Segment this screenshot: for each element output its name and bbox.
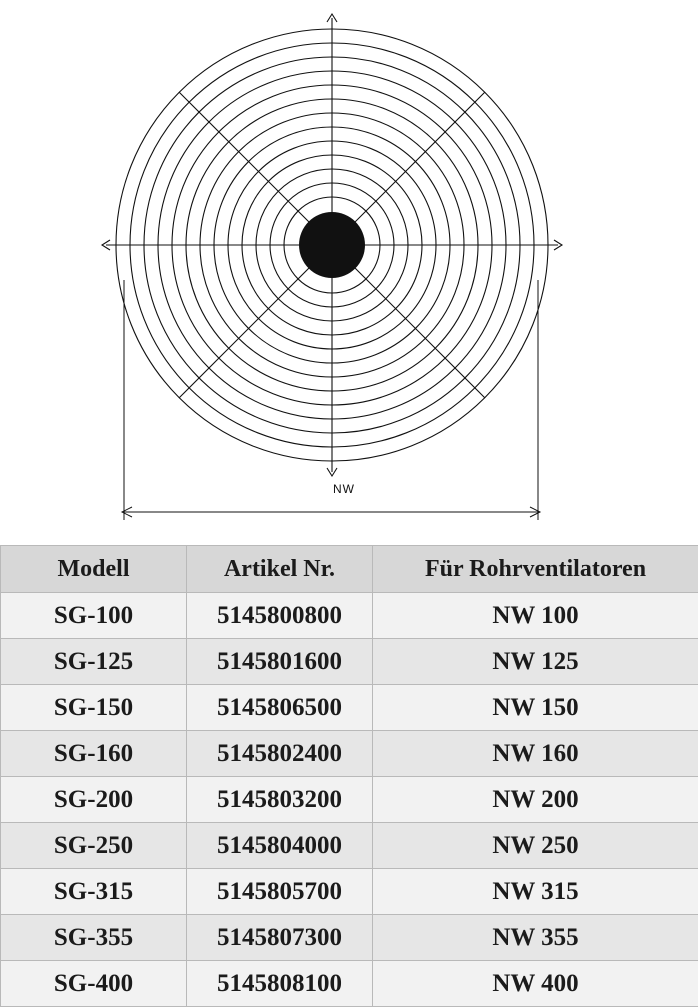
cell-model: SG-160 (1, 731, 187, 777)
table-row (1, 685, 698, 731)
cell-article-number: 5145806500 (187, 685, 373, 731)
cell-nominal-width: NW 100 (373, 593, 698, 639)
table-row (1, 777, 698, 823)
cell-model: SG-100 (1, 593, 187, 639)
cell-article-number: 5145801600 (187, 639, 373, 685)
cell-article-number: 5145802400 (187, 731, 373, 777)
table-row (1, 915, 698, 961)
cell-nominal-width: NW 160 (373, 731, 698, 777)
cell-nominal-width: NW 200 (373, 777, 698, 823)
cell-model: SG-400 (1, 961, 187, 1007)
cell-model: SG-150 (1, 685, 187, 731)
cell-nominal-width: NW 250 (373, 823, 698, 869)
cell-nominal-width: NW 150 (373, 685, 698, 731)
cell-nominal-width: NW 125 (373, 639, 698, 685)
table-row (1, 869, 698, 915)
dimension-label-text: NW (333, 482, 355, 496)
table-row (1, 639, 698, 685)
cell-model: SG-355 (1, 915, 187, 961)
cell-article-number: 5145805700 (187, 869, 373, 915)
cell-nominal-width: NW 400 (373, 961, 698, 1007)
table-row (1, 823, 698, 869)
cell-nominal-width: NW 355 (373, 915, 698, 961)
cell-article-number: 5145800800 (187, 593, 373, 639)
specification-table-wrap (0, 545, 698, 1007)
cell-article-number: 5145808100 (187, 961, 373, 1007)
column-header-artikelnr: Artikel Nr. (187, 546, 373, 593)
cell-article-number: 5145803200 (187, 777, 373, 823)
table-header-row (1, 546, 698, 593)
dimension-label-nw (0, 482, 698, 496)
cell-model: SG-125 (1, 639, 187, 685)
column-header-modell: Modell (1, 546, 187, 593)
cell-nominal-width: NW 315 (373, 869, 698, 915)
cell-article-number: 5145807300 (187, 915, 373, 961)
specification-table (0, 545, 698, 1007)
column-header-rohrventilatoren: Für Rohrventilatoren (373, 546, 698, 593)
cell-model: SG-315 (1, 869, 187, 915)
cell-model: SG-250 (1, 823, 187, 869)
cell-model: SG-200 (1, 777, 187, 823)
hub (299, 212, 365, 278)
cell-article-number: 5145804000 (187, 823, 373, 869)
table-row (1, 731, 698, 777)
table-row (1, 593, 698, 639)
